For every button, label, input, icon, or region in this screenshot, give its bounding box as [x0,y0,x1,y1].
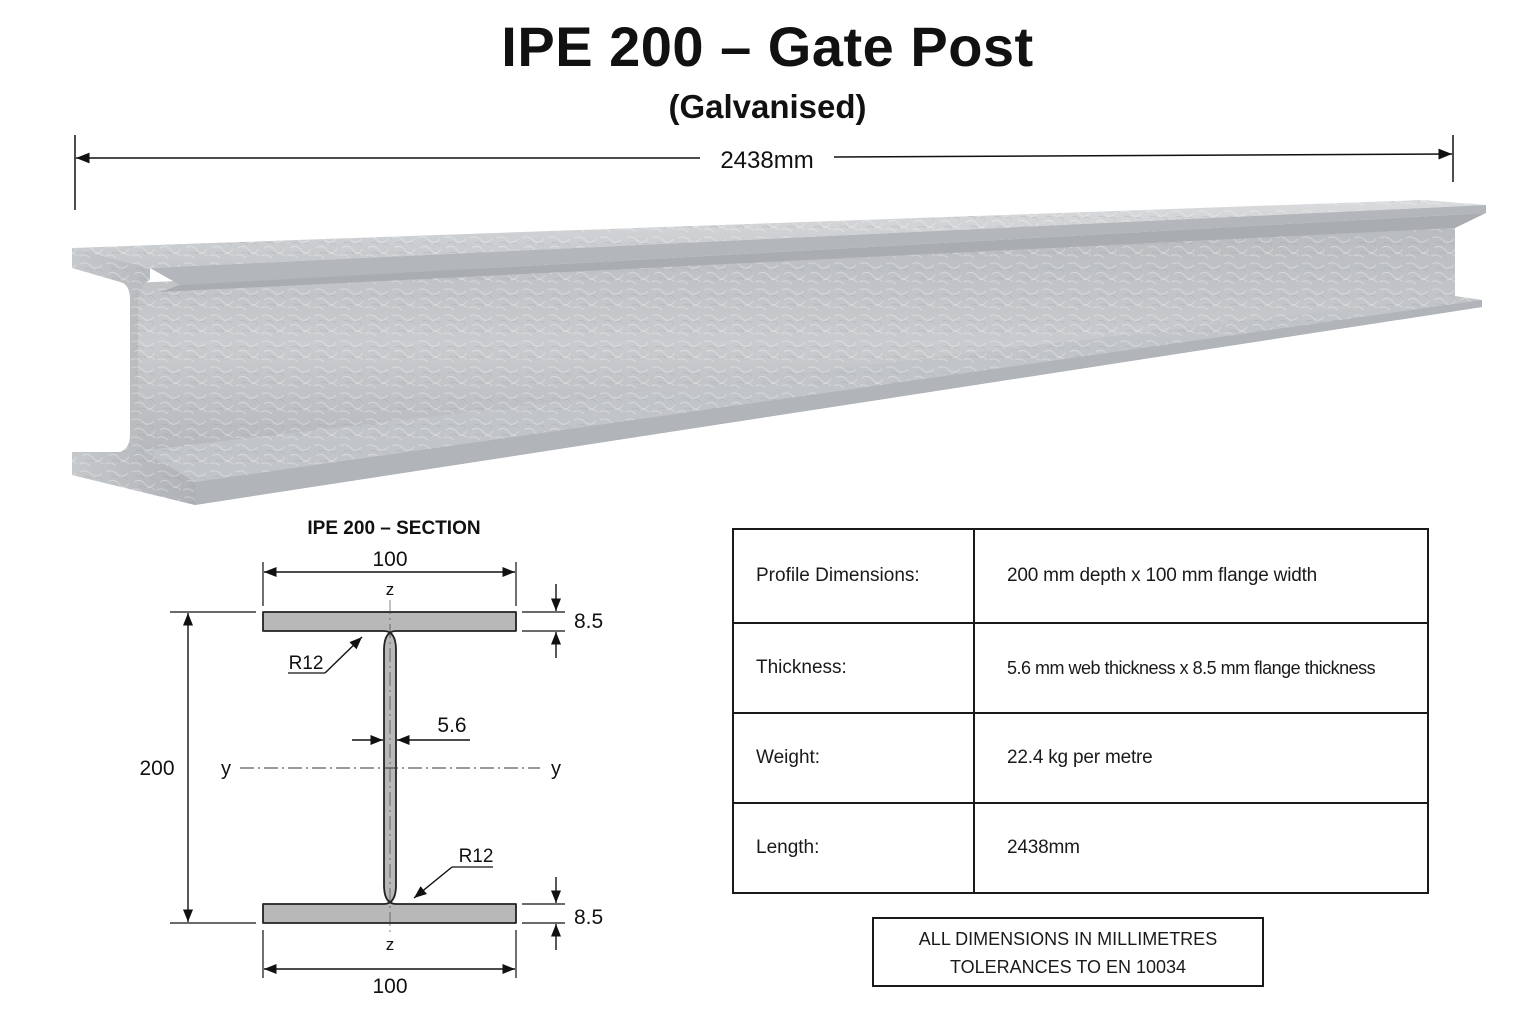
spec-label: Weight: [733,713,974,803]
axis-z-bottom-label: z [385,935,395,954]
web-thickness-dimension [352,714,470,740]
bottom-width-label: 100 [372,975,408,998]
top-flange-thickness-label: 8.5 [574,610,604,633]
radius-top-label: R12 [288,653,324,674]
radius-bottom-callout [414,846,493,898]
length-dimension [75,135,1453,210]
spec-value: 2438mm [974,803,1428,893]
notes-box [872,917,1264,987]
axis-y-right-label: y [551,758,561,780]
spec-label: Thickness: [733,623,974,713]
beam-3d-render [72,200,1486,505]
top-flange-thickness-dimension [522,584,603,658]
spec-row-weight [733,713,1428,803]
radius-top-callout [288,637,362,674]
section-title: IPE 200 – SECTION [307,518,481,539]
page-title: IPE 200 – Gate Post [501,15,1034,78]
length-label: 2438mm [720,147,814,174]
spec-label: Profile Dimensions: [733,529,974,623]
spec-value: 5.6 mm web thickness x 8.5 mm flange thickness [974,623,1428,713]
page-subtitle: (Galvanised) [668,88,867,125]
spec-row-profile [733,529,1428,623]
spec-value: 22.4 kg per metre [974,713,1428,803]
note-dimensions: ALL DIMENSIONS IN MILLIMETRES [918,929,1218,949]
depth-dimension [139,612,256,923]
spec-table [732,528,1429,894]
note-tolerances: TOLERANCES TO EN 10034 [949,957,1187,977]
web-thickness-label: 5.6 [437,714,467,737]
spec-label: Length: [733,803,974,893]
spec-row-thickness [733,623,1428,713]
bottom-flange-thickness-label: 8.5 [574,906,604,929]
axis-y-left-label: y [221,758,231,780]
axis-z-top-label: z [385,580,395,599]
depth-label: 200 [139,757,175,780]
spec-value: 200 mm depth x 100 mm flange width [974,529,1428,623]
top-width-label: 100 [372,548,408,571]
spec-row-length [733,803,1428,893]
radius-bottom-label: R12 [458,846,494,867]
bottom-flange-thickness-dimension [522,877,603,950]
